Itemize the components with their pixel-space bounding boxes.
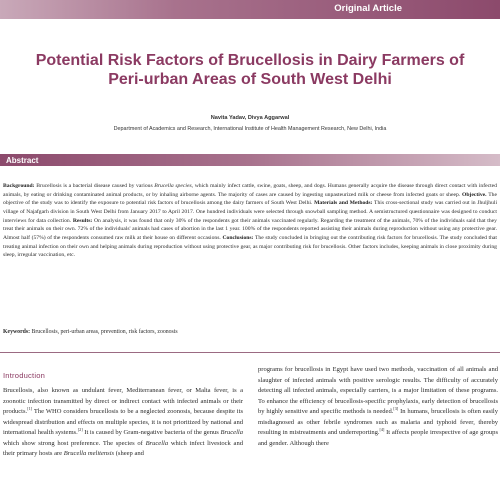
conclusions-label: Conclusions: — [222, 234, 254, 241]
intro-right-text-c: It affects people irrespective of age groups and gender. Although there — [258, 429, 498, 447]
intro-left-text-e: which infect livestock and their primary hosts are — [3, 439, 243, 458]
conclusions-text: The study concluded in bringing out the contributing risk factors for brucellosis. The study concluded that treating animal infection on their own and helping animals during reproduction without using protective gear, as major contributing risk for brucellosis. Other factors includes, keeping animals in close proximity during sleep, irregular vaccination, etc. — [3, 234, 497, 259]
intro-left-text-f: (sheep and — [114, 450, 144, 458]
article-title-line-1: Potential Risk Factors of Brucellosis in Dairy Farmers of — [35, 52, 465, 69]
article-title — [20, 51, 480, 89]
article-title-line-2: Peri-urban Areas of South West Delhi — [108, 71, 392, 88]
objective-label: Objective. — [461, 191, 487, 198]
objective-text: The objective of the study was to identify the exposure to potential risk factors of brucellosis among the dairy farmers of South West Delhi. — [3, 191, 497, 207]
intro-left-text-d: which show strong host preference. The species of — [3, 439, 146, 447]
intro-left-ref-1[interactable]: [1] — [27, 405, 33, 411]
background-italic: Brucella species — [154, 183, 192, 189]
intro-right-text-a: programs for brucellosis in Egypt have used two methods, vaccination of all animals and slaughter of infected animals with positive serologic results. The difficulty of accurately detecting all infected animals, especially carriers, is a major limitation of these programs. To enhance the efficiency of brucellosis-specific prophylaxis, early detection of brucellosis by highly sensitive and specific methods is needed. — [258, 366, 498, 416]
intro-left-text-b: The WHO considers brucellosis to be a neglected zoonosis, because despite its widespread distribution and effects on multiple species, it is not prioritized by national and international health systems. — [3, 408, 243, 437]
results-label: Results: — [72, 217, 93, 224]
keywords-label: Keywords: — [3, 329, 31, 335]
affiliation: Department of Academics and Research, International Institute of Health Management Research, New Delhi, India — [113, 126, 387, 132]
methods-text: This cross-sectional study was carried out in Jhuljhuli village of Najafgarh division in South West Delhi from January 2017 to April 2017. One hundred individuals were selected through snowball sampling method. A semistructured questionnaire was designed to conduct interviews for data collection. — [3, 200, 498, 224]
authors: Navita Yadav, Divya Aggarwal — [210, 115, 290, 121]
intro-right-ref-2[interactable]: [4] — [379, 427, 385, 433]
intro-left-text-c: It is caused by Gram-negative bacteria of the genus — [82, 429, 221, 437]
keywords — [3, 329, 497, 335]
intro-right-ref-1[interactable]: [3] — [393, 406, 399, 412]
introduction-left-column — [3, 386, 243, 500]
intro-left-italic-2: Brucella — [145, 439, 169, 447]
intro-left-ref-2[interactable]: [2] — [77, 427, 83, 433]
background-text-b: , which mainly infect cattle, swine, goats, sheep, and dogs. Humans generally acquire the disease through direct contact with infected animals, by eating or drinking contaminated animal products, or by inhaling airborne agents. The majority of cases are caused by ingesting unpasteurized milk or cheese from infected goats or sheep. — [3, 183, 497, 198]
methods-label: Materials and Methods: — [314, 200, 373, 207]
intro-left-italic-1: Brucella — [220, 429, 243, 437]
abstract-heading: Abstract — [6, 155, 39, 165]
results-text: On analysis, it was found that only 30% of the respondents got their animals vaccinated regularly. Regarding the treatment of the animals, 70% of the individuals said that they treat their animals on their own. 72% of the individuals' animals had cases of abortion in the last 1 year. 100% of the respondents reported assisting their animals during reproduction without using any protective gear. Almost half (57%) of the respondents consumed raw milk at their house on different occasions. — [3, 217, 497, 241]
article-type-label: Original Article — [334, 3, 402, 14]
abstract-heading-band — [0, 154, 500, 166]
intro-left-text-a: Brucellosis, also known as undulant fever, Mediterranean fever, or Malta fever, is a zoonotic infection transmitted by direct or indirect contact with infected animals or their products. — [3, 387, 243, 416]
intro-left-italic-3: Brucella melitensis — [63, 450, 115, 458]
keywords-text: Brucellosis, peri-urban areas, prevention, risk factors, zoonosis — [30, 329, 178, 335]
article-type-banner — [0, 0, 500, 19]
background-text-a: Brucellosis is a bacterial disease caused by various — [34, 183, 155, 189]
intro-right-text-b: In humans, brucellosis is often easily misdiagnosed as other febrile syndromes such as malaria and typhoid fever, thereby resulting in mistreatments and underreporting. — [258, 408, 498, 437]
introduction-right-column — [258, 365, 498, 500]
introduction-heading: Introduction — [3, 371, 46, 380]
background-label: Background: — [3, 183, 35, 189]
abstract-body — [3, 182, 497, 260]
section-divider — [0, 352, 500, 353]
